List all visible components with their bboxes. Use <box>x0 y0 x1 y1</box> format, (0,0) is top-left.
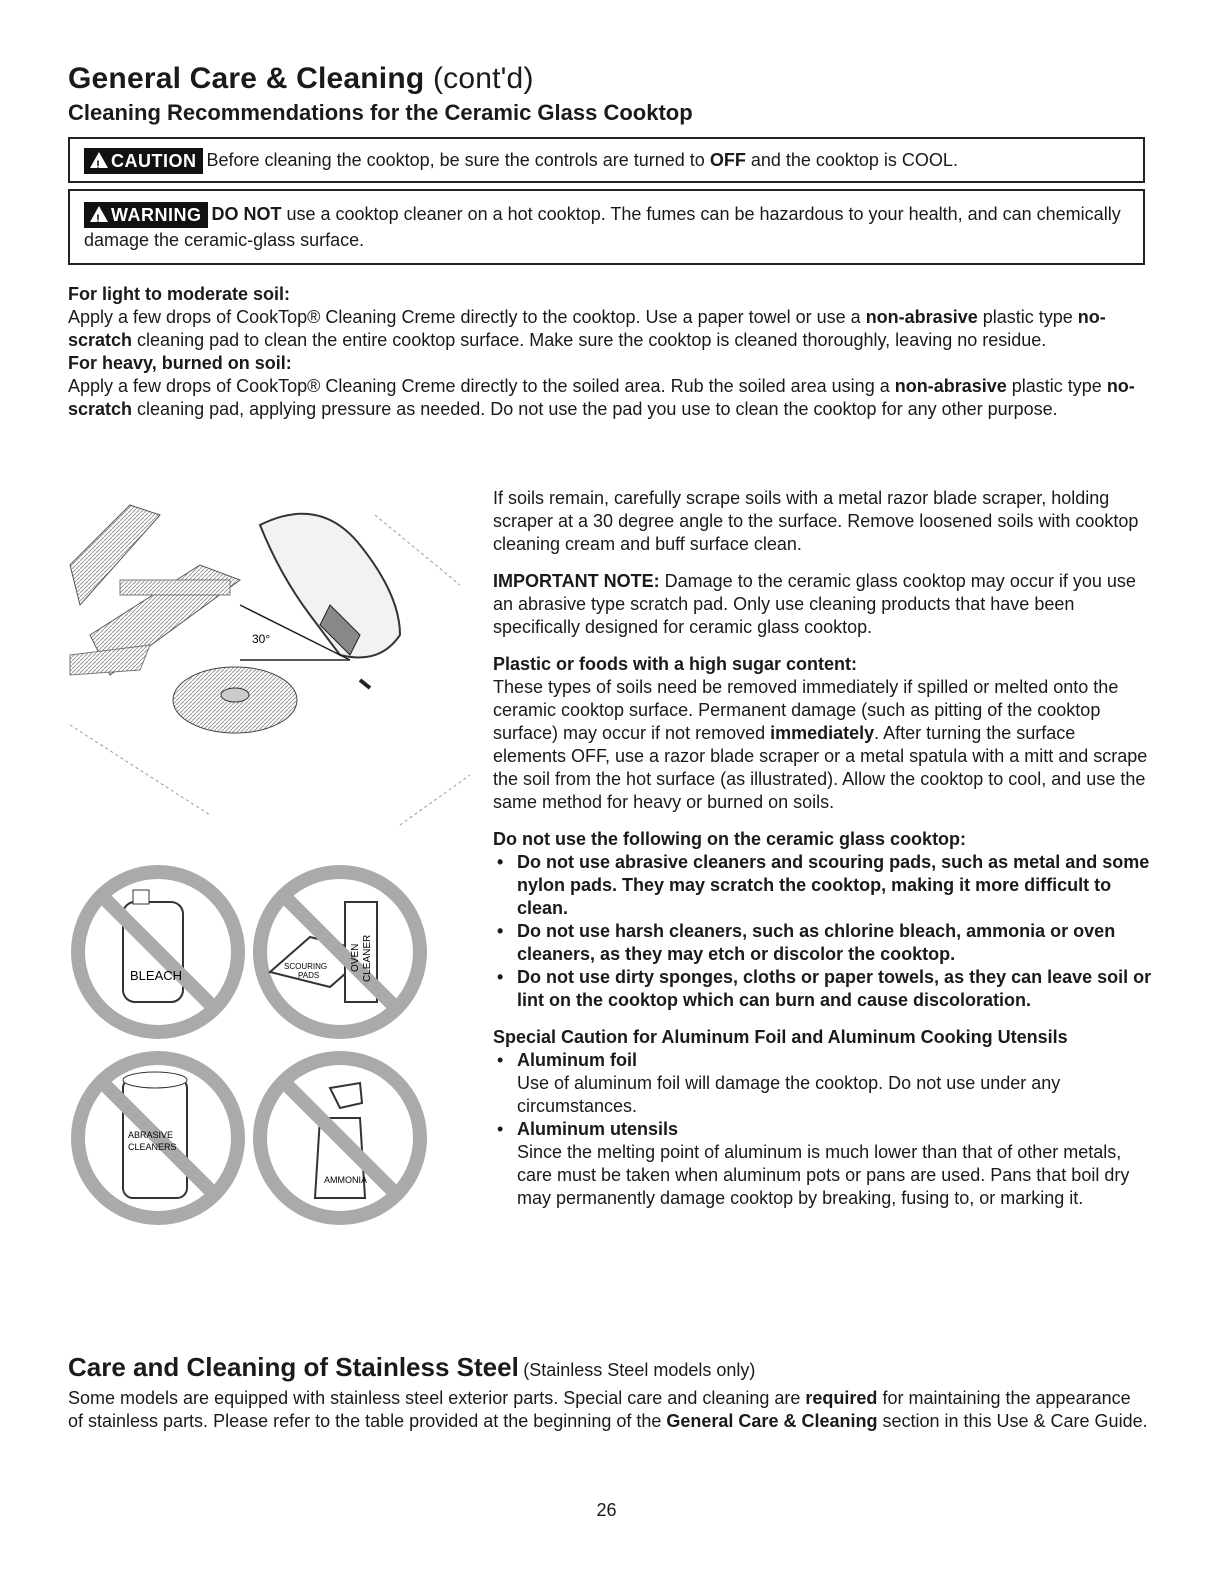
bleach-label: BLEACH <box>130 968 183 983</box>
pads-label: PADS <box>298 971 320 980</box>
caution-badge: !CAUTION <box>84 148 203 174</box>
list-item <box>493 1049 1153 1118</box>
important-note: IMPORTANT NOTE: Damage to the ceramic glass cooktop may occur if you use an abrasive type scratch pad. Only use cleaning products that have been specifically designed for ceramic glass cooktop. <box>493 571 1136 637</box>
warning-triangle-icon <box>90 206 108 222</box>
list-item <box>493 1118 1153 1210</box>
warning-box <box>68 189 1145 265</box>
list-item: • Do not use abrasive cleaners and scouring pads, such as metal and some nylon pads. They may scratch the cooktop, making it more difficult to clean. <box>493 851 1153 920</box>
light-soil-heading: For light to moderate soil: <box>68 284 291 304</box>
warning-text: use a cooktop cleaner on a hot cooktop. The fumes can be hazardous to your health, and can chemically damage the ceramic-glass surface. <box>84 204 1121 250</box>
caution-off: OFF <box>709 150 746 170</box>
aluminum-heading: Special Caution for Aluminum Foil and Aluminum Cooking Utensils <box>493 1027 1068 1047</box>
ammonia-label: AMMONIA <box>324 1175 368 1185</box>
no-bleach-icon <box>68 862 248 1042</box>
no-abrasive-cleaners-icon <box>68 1048 248 1228</box>
oven-label: OVEN <box>350 943 361 972</box>
do-not-list <box>493 851 1153 1012</box>
page-number: 26 <box>596 1500 617 1520</box>
light-soil-text: Apply a few drops of CookTop® Cleaning Creme directly to the cooktop. Use a paper towel or use a non-abrasive plastic type no-scratch cleaning pad to clean the entire cooktop surface. Make sure the cooktop is cleaned thoroughly, leaving no residue. <box>68 307 1106 350</box>
heavy-soil-text: Apply a few drops of CookTop® Cleaning Creme directly to the soiled area. Rub the soiled area using a non-abrasive plastic type no-scratch cleaning pad, applying pressure as needed. Do not use the pad you use to clean the cooktop for any other purpose. <box>68 376 1135 419</box>
page-header <box>68 62 1148 126</box>
sugar-text: These types of soils need be removed immediately if spilled or melted onto the ceramic cooktop surface. Permanent damage (such as pitting of the cooktop surface) may occur if not removed immediately. After turning the surface elements OFF, use a razor blade scraper or a metal spatula with a mitt and scrape the soil from the hot surface (as illustrated). Allow the cooktop to cool, and use the same method for heavy or burned on soils. <box>493 677 1148 812</box>
warning-triangle-icon <box>90 152 108 168</box>
abrasive-cleaners-label: CLEANERS <box>128 1142 177 1152</box>
angle-label: 30° <box>252 632 271 646</box>
caution-text: Before cleaning the cooktop, be sure the controls are turned to <box>206 150 710 170</box>
scraper-illustration <box>60 485 480 845</box>
foil-text: Use of aluminum foil will damage the cooktop. Do not use under any circumstances. <box>517 1073 1061 1116</box>
page-subtitle: Cleaning Recommendations for the Ceramic Glass Cooktop <box>68 100 693 125</box>
stainless-text: Some models are equipped with stainless steel exterior parts. Special care and cleaning are required for maintaining the appearance of stainless parts. Please refer to the table provided at the beginning of the General Care & Cleaning section in this Use & Care Guide. <box>68 1388 1148 1431</box>
do-not-heading: Do not use the following on the ceramic glass cooktop: <box>493 829 967 849</box>
list-item: • Do not use harsh cleaners, such as chlorine bleach, ammonia or oven cleaners, as they may etch or discolor the cooktop. <box>493 920 1153 966</box>
abrasive-label: ABRASIVE <box>128 1130 174 1140</box>
foil-title: • Aluminum foil <box>517 1050 637 1070</box>
page-title-main: General Care & Cleaning <box>68 62 425 95</box>
warning-badge: !WARNING <box>84 202 208 228</box>
page-title <box>68 62 1148 96</box>
aluminum-list <box>493 1049 1153 1210</box>
cleaner-label: CLEANER <box>362 934 373 982</box>
utensils-text: Since the melting point of aluminum is much lower than that of other metals, care must be taken when aluminum pots or pans are used. Pans that boil dry may permanently damage cooktop by breaking, fusing to, or marking it. <box>517 1142 1130 1208</box>
light-soil-section <box>68 283 1148 421</box>
right-column <box>493 487 1153 1210</box>
scouring-label: SCOURING <box>284 962 328 971</box>
caution-box <box>68 137 1145 183</box>
no-ammonia-icon <box>250 1048 430 1228</box>
list-item: • Do not use dirty sponges, cloths or paper towels, as they can leave soil or lint on the cooktop which can burn and cause discoloration. <box>493 966 1153 1012</box>
utensils-title: • Aluminum utensils <box>517 1119 679 1139</box>
no-scouring-pads-icon <box>250 862 430 1042</box>
prohibited-products <box>68 862 448 1232</box>
warning-lead: DO NOT <box>211 204 282 224</box>
stainless-title: Care and Cleaning of Stainless Steel (Stainless Steel models only) <box>68 1352 756 1382</box>
heavy-soil-heading: For heavy, burned on soil: <box>68 353 292 373</box>
caution-text-end: and the cooktop is COOL. <box>745 150 958 170</box>
scrape-text: If soils remain, carefully scrape soils with a metal razor blade scraper, holding scraper at a 30 degree angle to the surface. Remove loosened soils with cooktop cleaning cream and buff surface clean. <box>493 488 1139 554</box>
stainless-section <box>68 1352 1148 1433</box>
page-title-contd: (cont'd) <box>432 62 534 95</box>
sugar-heading: Plastic or foods with a high sugar content: <box>493 654 858 674</box>
